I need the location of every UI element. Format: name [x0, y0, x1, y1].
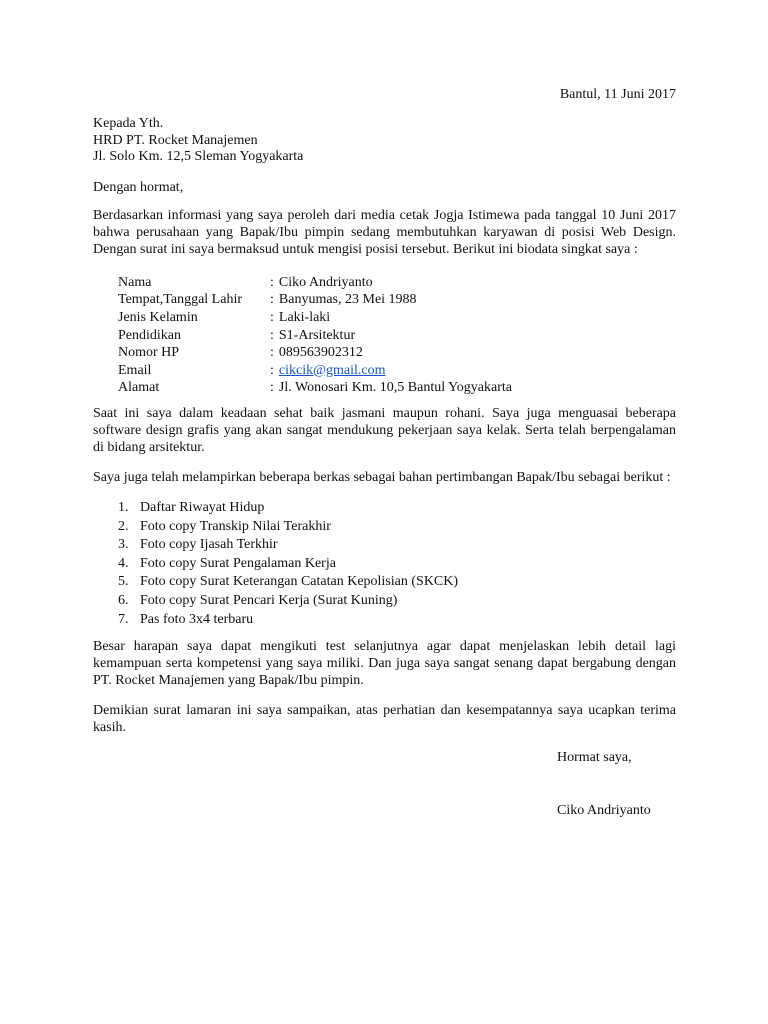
biodata-label: Nama	[118, 274, 152, 290]
biodata-row-nomor-hp	[118, 344, 676, 362]
biodata-separator: :	[270, 274, 274, 290]
biodata-value: Ciko Andriyanto	[278, 274, 373, 290]
biodata-label: Jenis Kelamin	[118, 309, 198, 325]
recipient-salutation: Kepada Yth.	[93, 116, 164, 131]
biodata-label: Nomor HP	[118, 345, 180, 361]
recipient-block	[93, 116, 676, 166]
biodata-label: Alamat	[118, 380, 160, 396]
letter-date: Bantul, 11 Juni 2017	[559, 87, 676, 102]
email-link[interactable]: cikcik@gmail.com	[278, 362, 386, 378]
attachment-number: 6.	[118, 592, 129, 608]
biodata-label: Pendidikan	[118, 327, 181, 343]
biodata-separator: :	[270, 327, 274, 343]
paragraph-closing: Demikian surat lamaran ini saya sampaikan, atas perhatian dan kesempatannya saya ucapkan terima kasih.	[93, 703, 676, 736]
paragraph-attachments-intro: Saya juga telah melampirkan beberapa berkas sebagai bahan pertimbangan Bapak/Ibu sebagai berikut :	[93, 469, 671, 485]
biodata-value: Laki-laki	[278, 309, 331, 325]
biodata-row-email	[118, 362, 676, 380]
attachment-text: Foto copy Surat Pencari Kerja (Surat Kuning)	[140, 592, 398, 608]
biodata-row-pendidikan	[118, 327, 676, 345]
biodata-label: Tempat,Tanggal Lahir	[118, 292, 242, 308]
attachment-text: Pas foto 3x4 terbaru	[140, 611, 254, 627]
attachment-item	[118, 592, 676, 611]
signature-block	[557, 749, 676, 819]
signature-name: Ciko Andriyanto	[557, 803, 651, 819]
attachment-item	[118, 518, 676, 537]
biodata-row-jenis-kelamin	[118, 309, 676, 327]
attachment-number: 3.	[118, 537, 129, 553]
attachment-number: 1.	[118, 499, 129, 515]
attachment-item	[118, 536, 676, 555]
biodata-separator: :	[270, 309, 274, 325]
attachment-number: 7.	[118, 611, 129, 627]
attachment-number: 4.	[118, 555, 129, 571]
paragraph-health: Saat ini saya dalam keadaan sehat baik jasmani maupun rohani. Saya juga menguasai beberapa software design grafis yang akan sangat mendukung pekerjaan saya kelak. Serta telah berpengalaman di bidang arsitektur.	[93, 405, 676, 455]
biodata-separator: :	[270, 292, 274, 308]
biodata-value: Banyumas, 23 Mei 1988	[278, 292, 417, 308]
attachment-text: Foto copy Surat Keterangan Catatan Kepolisian (SKCK)	[140, 574, 459, 590]
attachment-text: Foto copy Transkip Nilai Terakhir	[140, 518, 331, 534]
letter-greeting: Dengan hormat,	[93, 179, 184, 195]
attachments-list	[93, 499, 676, 629]
attachment-item	[118, 573, 676, 592]
attachment-item	[118, 555, 676, 574]
attachment-text: Foto copy Ijasah Terkhir	[140, 537, 278, 553]
biodata-table	[93, 274, 676, 397]
paragraph-intro: Berdasarkan informasi yang saya peroleh dari media cetak Jogja Istimewa pada tanggal 10 Juni 2017 bahwa perusahaan yang Bapak/Ibu pimpin sedang membutuhkan karyawan di posisi Web Design. Dengan surat ini saya bermaksud untuk mengisi posisi tersebut. Berikut ini biodata singkat saya :	[93, 207, 676, 257]
paragraph-hope: Besar harapan saya dapat mengikuti test selanjutnya agar dapat menjelaskan lebih detail lagi kemampuan serta kompetensi yang saya miliki. Dan juga saya sangat senang dapat bergabung dengan PT. Rocket Manajemen yang Bapak/Ibu pimpin.	[93, 639, 676, 689]
biodata-value: Jl. Wonosari Km. 10,5 Bantul Yogyakarta	[278, 380, 512, 396]
biodata-separator: :	[270, 380, 274, 396]
biodata-separator: :	[270, 345, 274, 361]
recipient-address: Jl. Solo Km. 12,5 Sleman Yogyakarta	[93, 149, 304, 165]
signature-closing: Hormat saya,	[557, 750, 632, 766]
attachment-number: 5.	[118, 574, 129, 590]
biodata-value: S1-Arsitektur	[278, 327, 356, 343]
biodata-row-nama	[118, 274, 676, 292]
attachment-item	[118, 611, 676, 630]
biodata-separator: :	[270, 362, 274, 378]
attachment-item	[118, 499, 676, 518]
recipient-company: HRD PT. Rocket Manajemen	[93, 132, 258, 148]
biodata-label: Email	[118, 362, 152, 378]
biodata-value: 089563902312	[278, 345, 363, 361]
biodata-row-ttl	[118, 291, 676, 309]
attachment-text: Daftar Riwayat Hidup	[140, 499, 265, 515]
biodata-row-alamat	[118, 379, 676, 397]
attachment-number: 2.	[118, 518, 129, 534]
attachment-text: Foto copy Surat Pengalaman Kerja	[140, 555, 336, 571]
